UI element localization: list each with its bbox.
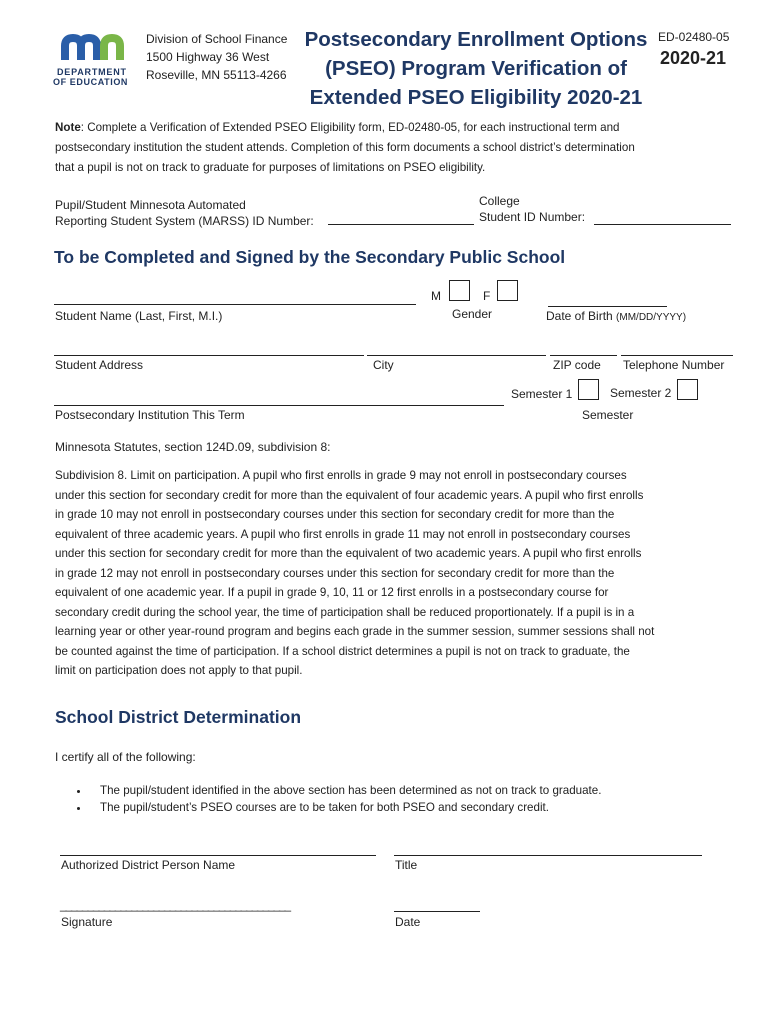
section-heading-secondary: To be Completed and Signed by the Secondary Public School [54,247,566,267]
title-line: Extended PSEO Eligibility 2020-21 [309,86,643,109]
mde-logo [53,33,135,88]
student-address-label: Student Address [55,358,144,372]
title-field[interactable] [394,855,702,856]
semester1-checkbox[interactable] [578,379,599,400]
phone-label: Telephone Number [623,358,725,372]
statute-line: under this section for secondary credit for more than the equivalent of four academic years. A pupil who first enrolls [55,488,644,502]
statute-line: equivalent of one academic year. If a pupil in grade 9, 10, 11 or 12 first enrolls in a postsecondary course for [55,586,609,599]
statute-text [55,466,755,681]
statute-line: in grade 12 may not enroll in postsecondary courses under this section for secondary credit for more than the [55,566,615,580]
statute-line: learning year or other year-round program and begins each grade in the summer session, summer sessions shall not [55,625,655,638]
dob-label-text: Date of Birth [546,309,613,323]
note-label: Note [55,121,81,134]
statute-line: secondary credit during the school year, the time of participation shall be reduced proportionately. If a pupil is in a [55,605,635,619]
division-address [146,30,287,84]
gender-f-label: F [483,289,491,303]
semester2-checkbox[interactable] [677,379,698,400]
mn-logo-mark-icon [53,33,135,61]
statute-line: Subdivision 8. Limit on participation. A pupil who first enrolls in grade 9 may not enroll in postsecondary courses [55,469,627,482]
marss-id-label [55,197,314,229]
gender-f-checkbox[interactable] [497,280,518,301]
marss-id-field[interactable] [328,224,474,225]
gender-m-label: M [431,289,441,303]
student-name-label: Student Name (Last, First, M.I.) [55,309,223,323]
college-id-label [479,193,585,225]
student-address-field[interactable] [54,355,364,356]
section-heading-district: School District Determination [55,707,302,727]
form-title [298,25,654,112]
zip-field[interactable] [550,355,617,356]
logo-education-text: OF EDUCATION [53,77,129,87]
gender-label: Gender [452,307,493,321]
statute-line: in grade 10 may not enroll in postsecondary courses under this section for secondary credit for more than the [55,508,615,521]
institution-field[interactable] [54,405,504,406]
note-block [55,118,745,178]
semester2-label: Semester 2 [610,386,672,400]
student-name-field[interactable] [54,304,416,305]
certification-list [70,782,750,816]
date-field[interactable] [394,911,480,912]
gender-m-checkbox[interactable] [449,280,470,301]
authorized-name-label: Authorized District Person Name [61,858,236,872]
form-year: 2020-21 [660,48,727,68]
certify-text: I certify all of the following: [55,750,196,764]
semester-label: Semester [582,408,634,422]
list-item: • The pupil/student’s PSEO courses are to be taken for both PSEO and secondary credit. [90,799,750,816]
note-text: : Complete a Verification of Extended PSEO Eligibility form, ED-02480-05, for each instructional term and [80,121,620,134]
title-label: Title [395,858,418,872]
title-line: (PSEO) Program Verification of [325,57,627,80]
college-label-line: College [479,194,520,208]
statute-citation: Minnesota Statutes, section 124D.09, subdivision 8: [55,440,331,454]
statute-line: under this section for secondary credit for more than the equivalent of two academic years. A pupil who first enrolls [55,547,642,560]
statute-line: equivalent of three academic years. A pupil who first enrolls in grade 11 may not enroll in postsecondary courses [55,527,631,541]
phone-field[interactable] [621,355,733,356]
marss-label-line: Pupil/Student Minnesota Automated [55,198,246,212]
city-label: City [373,358,394,372]
marss-label-line: Reporting Student System (MARSS) ID Number: [55,214,314,228]
institution-label: Postsecondary Institution This Term [55,408,245,422]
authorized-name-field[interactable] [60,855,376,856]
address-line: Division of School Finance [146,32,288,46]
statute-line: be counted against the time of participation. If a school district determines a pupil is not on track to graduate, the [55,644,630,658]
signature-field[interactable]: __________________________________________ [60,898,290,912]
title-line: Postsecondary Enrollment Options [304,28,648,51]
address-line: Roseville, MN 55113-4266 [146,68,287,82]
dob-label [546,309,686,325]
address-line: 1500 Highway 36 West [146,50,270,64]
logo-department-text: DEPARTMENT [57,67,127,77]
college-label-line: Student ID Number: [479,210,586,224]
college-id-field[interactable] [594,224,731,225]
date-label: Date [395,915,421,929]
city-field[interactable] [367,355,546,356]
signature-label: Signature [61,915,113,929]
note-text: postsecondary institution the student attends. Completion of this form documents a school district’s determination [55,141,635,154]
semester1-label: Semester 1 [511,387,573,401]
dob-field[interactable] [548,306,667,307]
note-text: that a pupil is not on track to graduate for purposes of limitations on PSEO eligibility. [55,161,486,174]
dob-format-text: (MM/DD/YYYY) [616,312,687,323]
form-id: ED-02480-05 [658,30,730,44]
zip-label: ZIP code [553,358,601,372]
statute-line: limit on participation does not apply to that pupil. [55,664,303,677]
list-item: • The pupil/student identified in the above section has been determined as not on track to graduate. [90,782,750,799]
